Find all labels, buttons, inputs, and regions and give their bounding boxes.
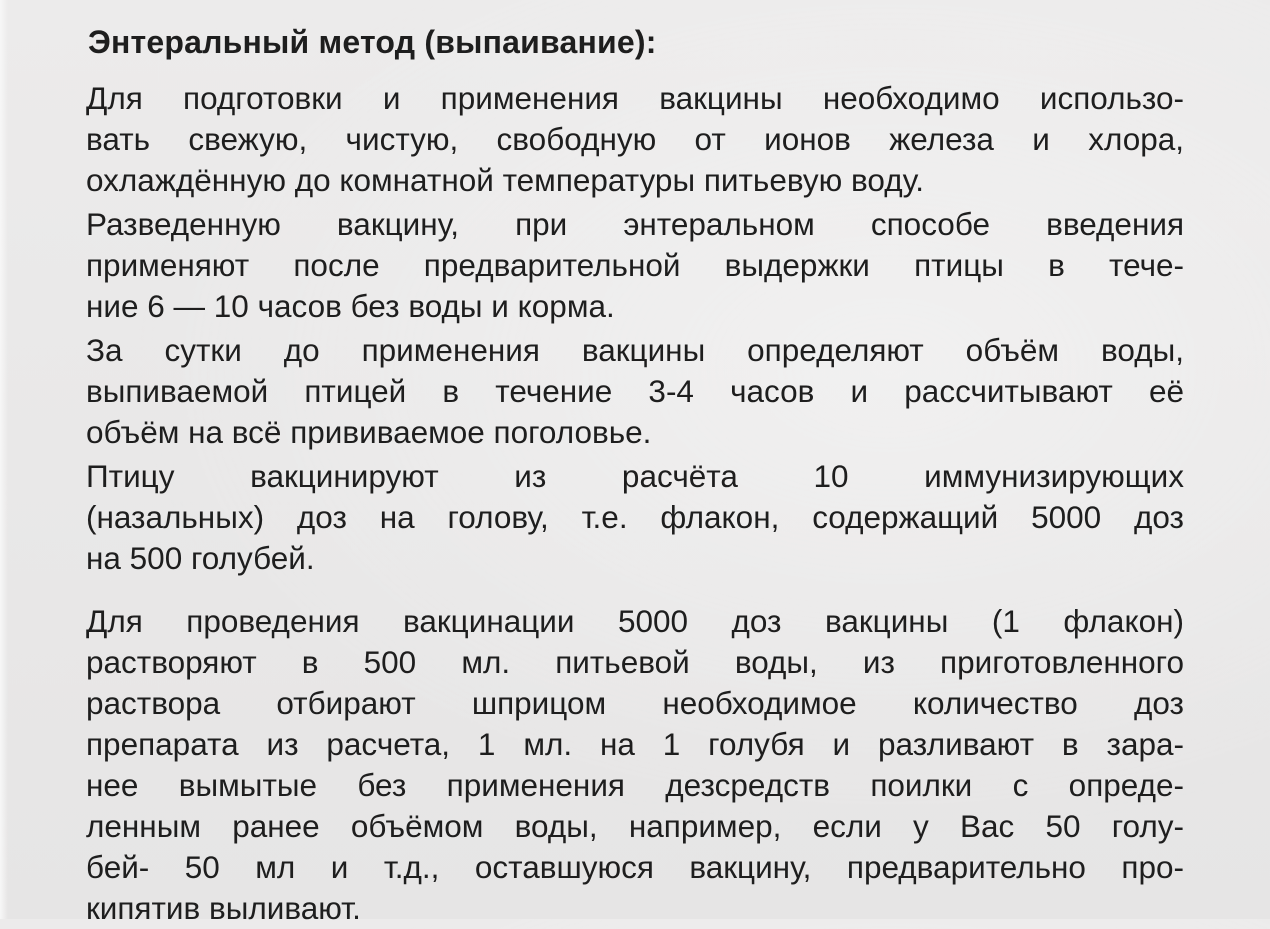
- text-line: охлаждённую до комнатной температуры питьевую воду.: [86, 162, 924, 198]
- page-edge: [0, 0, 8, 919]
- paragraph-dosage: [86, 456, 1184, 579]
- text-line: выпиваемой птицей в течение 3-4 часов и рассчитывают её: [86, 373, 1184, 409]
- paragraph-procedure: [86, 601, 1184, 929]
- text-line: растворяют в 500 мл. питьевой воды, из приготовленного: [86, 644, 1184, 680]
- section-heading: Энтеральный метод (выпаивание):: [88, 24, 657, 60]
- text-line: Разведенную вакцину, при энтеральном способе введения: [86, 206, 1184, 242]
- text-line: Птицу вакцинируют из расчёта 10 иммунизирующих: [86, 458, 1184, 494]
- text-line: ние 6 — 10 часов без воды и корма.: [86, 288, 615, 324]
- text-line: бей- 50 мл и т.д., оставшуюся вакцину, предварительно про-: [86, 849, 1184, 885]
- text-line: нее вымытые без применения дезсредств поилки с опреде-: [86, 767, 1184, 803]
- text-line: Для подготовки и применения вакцины необходимо использо-: [86, 80, 1184, 116]
- text-line: вать свежую, чистую, свободную от ионов железа и хлора,: [86, 121, 1184, 157]
- text-line: кипятив выливают.: [86, 890, 361, 926]
- text-line: объём на всё прививаемое поголовье.: [86, 414, 652, 450]
- paragraph-water-volume: [86, 330, 1184, 453]
- text-line: ленным ранее объёмом воды, например, если у Вас 50 голу-: [86, 808, 1184, 844]
- document-page: [86, 22, 1184, 929]
- text-line: применяют после предварительной выдержки птицы в тече-: [86, 247, 1184, 283]
- paragraph-water-preparation: [86, 78, 1184, 201]
- text-line: препарата из расчета, 1 мл. на 1 голубя и разливают в зара-: [86, 726, 1184, 762]
- text-line: раствора отбирают шприцом необходимое количество доз: [86, 685, 1184, 721]
- text-line: (назальных) доз на голову, т.е. флакон, содержащий 5000 доз: [86, 499, 1184, 535]
- text-line: на 500 голубей.: [86, 540, 315, 576]
- paragraph-fasting: [86, 204, 1184, 327]
- text-line: Для проведения вакцинации 5000 доз вакцины (1 флакон): [86, 603, 1184, 639]
- text-line: За сутки до применения вакцины определяют объём воды,: [86, 332, 1184, 368]
